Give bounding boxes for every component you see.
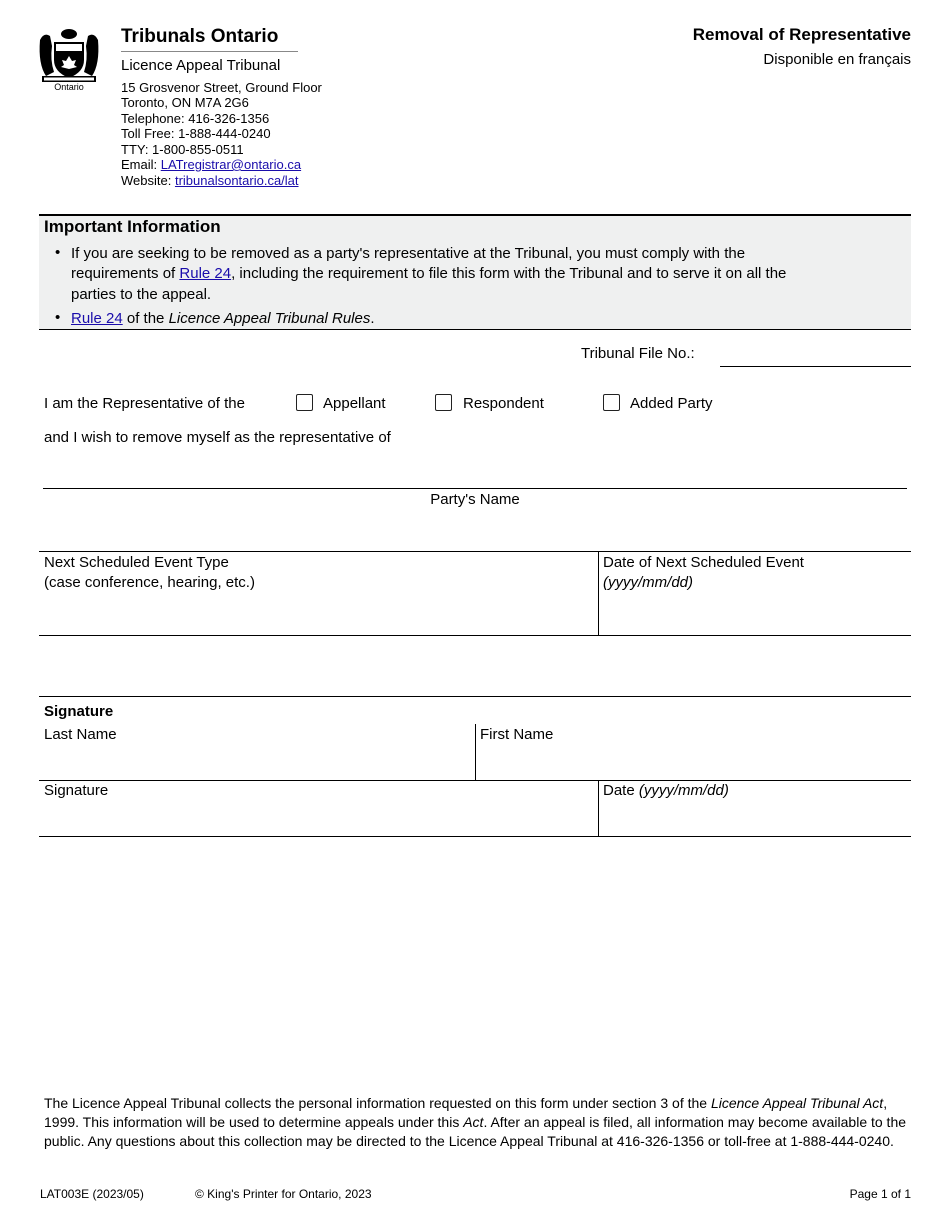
notice-text-2: , 1999. This information will be used to determine appeals under this bbox=[44, 1095, 888, 1130]
signature-date-text: Date bbox=[603, 782, 639, 799]
signature-section-top-border bbox=[39, 696, 911, 697]
telephone: Telephone: 416-326-1356 bbox=[121, 111, 270, 126]
event-type-input[interactable] bbox=[40, 596, 596, 632]
party-name-label: Party's Name bbox=[430, 491, 520, 508]
file-number-input[interactable] bbox=[720, 345, 910, 365]
last-name-input[interactable] bbox=[40, 748, 472, 778]
bullet-1-dot: • bbox=[55, 244, 61, 261]
name-row-divider bbox=[475, 724, 476, 780]
website-link[interactable]: tribunalsontario.ca/lat bbox=[174, 173, 299, 188]
notice-act: Act bbox=[463, 1114, 484, 1130]
bullet-1-line-3: parties to the appeal. bbox=[71, 286, 212, 303]
respondent-checkbox[interactable] bbox=[435, 394, 452, 411]
form-code: LAT003E (2023/05) bbox=[40, 1187, 144, 1201]
signature-date-format: (yyyy/mm/dd) bbox=[638, 782, 729, 799]
signature-label: Signature bbox=[44, 782, 109, 799]
bullet-2 bbox=[71, 308, 375, 329]
website-label: Website: bbox=[121, 173, 175, 188]
notice-text-1: The Licence Appeal Tribunal collects the personal information requested on this form under section 3 of the bbox=[44, 1095, 711, 1111]
signature-date-input[interactable] bbox=[600, 804, 909, 834]
file-number-label: Tribunal File No.: bbox=[581, 345, 695, 362]
event-date-format: (yyyy/mm/dd) bbox=[603, 574, 693, 591]
privacy-notice bbox=[44, 1094, 910, 1151]
event-table-bottom-border bbox=[39, 635, 911, 636]
rule-24-link-2[interactable]: Rule 24 bbox=[71, 310, 123, 327]
event-table-divider bbox=[598, 551, 599, 635]
respondent-option-label: Respondent bbox=[463, 395, 544, 412]
event-date-input[interactable] bbox=[600, 596, 909, 632]
bullet-2-dot: • bbox=[55, 309, 61, 326]
event-table-top-border bbox=[39, 551, 911, 552]
bullet-1-line-1: If you are seeking to be removed as a party's representative at the Tribunal, you must comply with the bbox=[71, 245, 746, 262]
email-link[interactable]: LATregistrar@ontario.ca bbox=[160, 157, 302, 172]
event-type-hint: (case conference, hearing, etc.) bbox=[44, 574, 255, 591]
tty: TTY: 1-800-855-0511 bbox=[121, 142, 244, 157]
name-row-bottom-border bbox=[39, 780, 911, 781]
signature-row-divider bbox=[598, 780, 599, 836]
important-info-heading: Important Information bbox=[44, 217, 221, 236]
website-line bbox=[121, 173, 299, 188]
rule-24-link-1[interactable]: Rule 24 bbox=[179, 265, 232, 282]
org-name-divider bbox=[121, 51, 298, 52]
notice-act-title: Licence Appeal Tribunal Act bbox=[710, 1095, 884, 1111]
party-name-input[interactable] bbox=[43, 462, 907, 486]
rules-title: Licence Appeal Tribunal Rules bbox=[168, 310, 371, 327]
bullet-2-text-a: of the bbox=[122, 310, 169, 327]
address-line-2: Toronto, ON M7A 2G6 bbox=[121, 95, 249, 110]
signature-row-bottom-border bbox=[39, 836, 911, 837]
copyright: © King's Printer for Ontario, 2023 bbox=[195, 1187, 372, 1201]
bullet-1-line-2 bbox=[71, 263, 786, 284]
bullet-1-text-a: requirements of bbox=[71, 265, 180, 282]
crest-caption: Ontario bbox=[54, 82, 84, 92]
org-name: Tribunals Ontario bbox=[121, 26, 279, 47]
tribunal-name: Licence Appeal Tribunal bbox=[121, 57, 281, 74]
last-name-label: Last Name bbox=[44, 726, 117, 743]
signature-input[interactable] bbox=[40, 804, 596, 834]
event-date-label: Date of Next Scheduled Event bbox=[603, 554, 804, 571]
ontario-crest-logo bbox=[36, 26, 102, 96]
party-name-underline bbox=[43, 488, 907, 489]
page-number: Page 1 of 1 bbox=[849, 1187, 911, 1201]
address-line-1: 15 Grosvenor Street, Ground Floor bbox=[121, 80, 322, 95]
notice-text-3: . After an appeal is filed, all information may become available to the public. Any questions about this collection may be directed to the Licence Appeal Tribunal at 416-326-1356 or toll-free at 1-888-444-0240. bbox=[44, 1114, 907, 1149]
form-title: Removal of Representative bbox=[692, 25, 911, 44]
bullet-2-text-b: . bbox=[370, 310, 375, 327]
bullet-1-text-b: , including the requirement to file this form with the Tribunal and to serve it on all the bbox=[231, 265, 787, 282]
event-type-label: Next Scheduled Event Type bbox=[44, 554, 229, 571]
added-party-option-label: Added Party bbox=[630, 395, 713, 412]
signature-date-label bbox=[603, 782, 729, 799]
french-version-link[interactable]: Disponible en français bbox=[763, 51, 911, 68]
first-name-label: First Name bbox=[480, 726, 554, 743]
signature-heading: Signature bbox=[44, 703, 114, 720]
remove-statement: and I wish to remove myself as the representative of bbox=[44, 429, 391, 446]
email-label: Email: bbox=[121, 157, 161, 172]
file-number-underline bbox=[720, 366, 911, 367]
appellant-option-label: Appellant bbox=[323, 395, 386, 412]
appellant-checkbox[interactable] bbox=[296, 394, 313, 411]
email-line bbox=[121, 157, 301, 172]
toll-free: Toll Free: 1-888-444-0240 bbox=[121, 126, 271, 141]
first-name-input[interactable] bbox=[477, 748, 909, 778]
added-party-checkbox[interactable] bbox=[603, 394, 620, 411]
representative-of-label: I am the Representative of the bbox=[44, 395, 245, 412]
